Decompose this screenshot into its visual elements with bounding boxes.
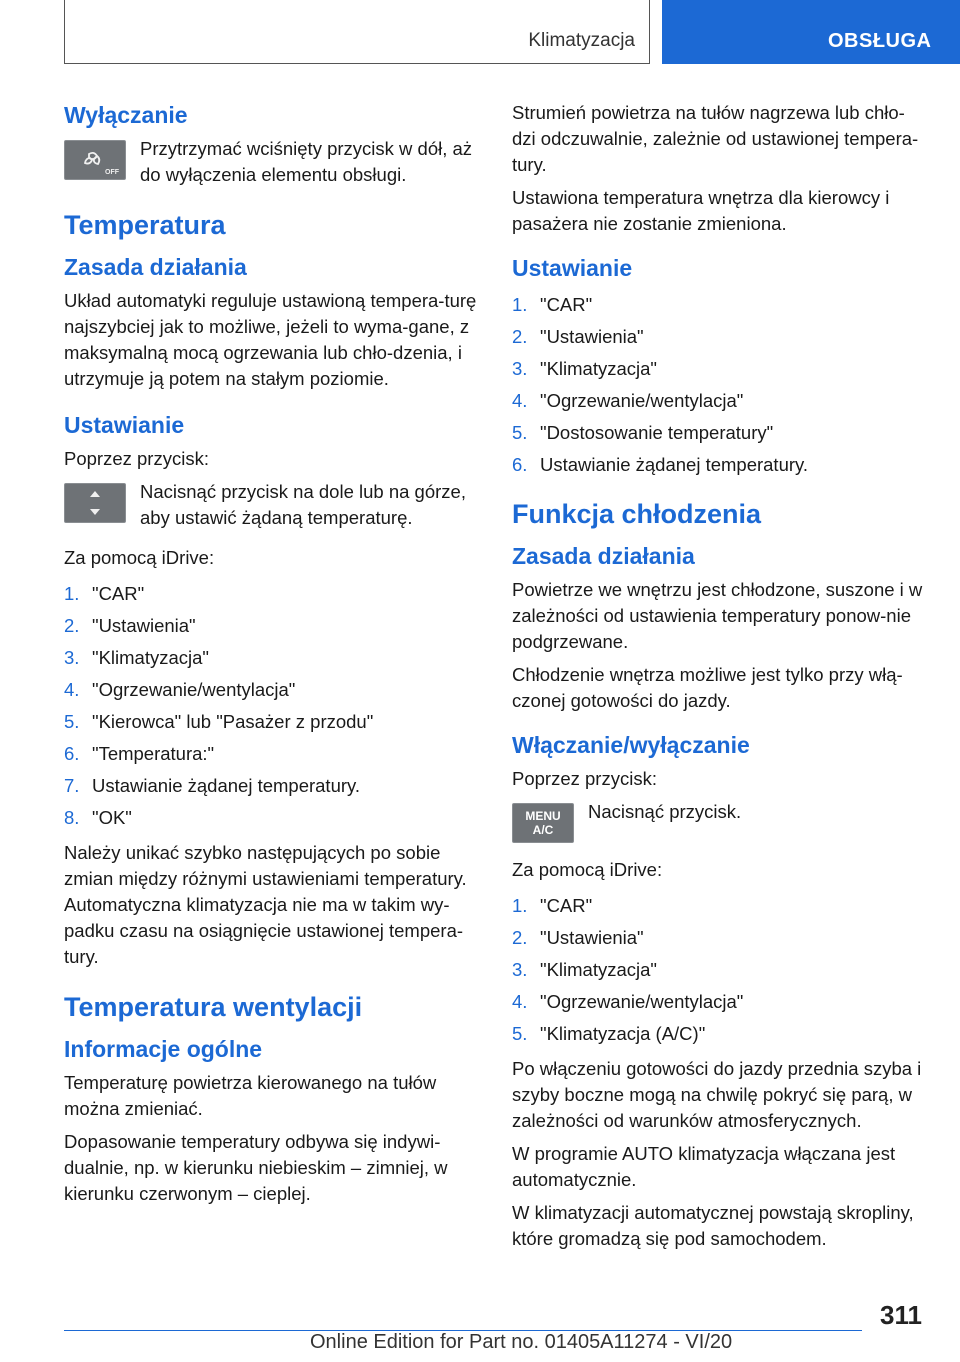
press-text: Nacisnąć przycisk. (588, 801, 742, 822)
list-item: 3. "Klimatyzacja" (512, 959, 657, 980)
right-principle-text-2: Chłodzenie wnętrza możliwe jest tylko przy włą-czonej gotowości do jazdy. (512, 664, 903, 711)
principle-heading: Zasada działania (64, 254, 247, 280)
list-item: 7. Ustawianie żądanej temperatury. (64, 775, 361, 796)
list-item: 3. "Klimatyzacja" (512, 358, 657, 379)
principle-text: Układ automatyki reguluje ustawioną tempera-turę najszybciej jak to możliwe, jeżeli to wyma-gane, z maksymalną mocą ogrzewania lub chło-dzenia, i utrzymuje ją potem na stałym poziomie. (64, 290, 477, 389)
by-idrive-text: Za pomocą iDrive: (64, 547, 215, 568)
auto-text: W programie AUTO klimatyzacja włączana jest automatycznie. (512, 1143, 896, 1190)
off-label: OFF (105, 169, 119, 176)
section-tab: OBSŁUGA (662, 0, 960, 64)
idrive-steps-list (64, 578, 480, 834)
arrow-instruction (64, 479, 480, 531)
list-item: 1. "CAR" (512, 294, 593, 315)
temperature-arrows-icon (64, 483, 126, 523)
off-heading: Wyłączanie (64, 102, 188, 128)
setting-heading: Ustawianie (64, 412, 185, 438)
menu-ac-instruction (512, 799, 928, 843)
by-button-text: Poprzez przycisk: (64, 448, 209, 469)
right-setting-heading: Ustawianie (512, 255, 633, 281)
list-item: 6. "Temperatura:" (64, 743, 215, 764)
page-number: 311 (880, 1300, 922, 1330)
list-item: 2. "Ustawienia" (64, 615, 196, 636)
right-column (512, 100, 928, 1259)
condensate-text: W klimatyzacji automatycznej powstają skropliny, które gromadzą się pod samochodem. (512, 1202, 914, 1249)
unchanged-text: Ustawiona temperatura wnętrza dla kierowcy i pasażera nie zostanie zmieniona. (512, 187, 890, 234)
arrow-text: Nacisnąć przycisk na dole lub na górze, aby ustawić żądaną temperaturę. (140, 481, 466, 528)
off-text: Przytrzymać wciśnięty przycisk w dół, aż do wyłączenia elementu obsługi. (140, 138, 473, 185)
list-item: 5. "Dostosowanie temperatury" (512, 422, 774, 443)
list-item: 1. "CAR" (512, 895, 593, 916)
right-principle-text-1: Powietrze we wnętrzu jest chłodzone, suszone i w zależności od ustawienia temperatury ponow-nie podgrzewane. (512, 579, 923, 652)
general-text-2: Dopasowanie temperatury odbywa się indywi-dualnie, np. w kierunku niebieskim – zimniej, w kierunku czerwonym – cieplej. (64, 1131, 448, 1204)
menu-ac-label: MENU A/C (525, 809, 561, 837)
header-box (64, 0, 650, 64)
right-by-idrive-text: Za pomocą iDrive: (512, 859, 663, 880)
fog-text: Po włączeniu gotowości do jazdy przednia szyba i szyby boczne mogą na chwilę pokryć się parą, w zależności od warunków atmosferycznych. (512, 1058, 922, 1131)
footer-edition: Online Edition for Part no. 01405A11274 - VI/20 (310, 1331, 733, 1353)
list-item: 6. Ustawianie żądanej temperatury. (512, 454, 809, 475)
fan-off-button-icon (64, 140, 126, 180)
list-item: 2. "Ustawienia" (512, 927, 644, 948)
left-column (64, 100, 480, 1214)
general-heading: Informacje ogólne (64, 1036, 263, 1062)
vent-steps-list (512, 289, 928, 481)
menu-ac-button-icon (512, 803, 574, 843)
ac-steps-list (512, 890, 928, 1050)
list-item: 4. "Ogrzewanie/wentylacja" (512, 390, 744, 411)
stream-text: Strumień powietrza na tułów nagrzewa lub chło-dzi odczuwalnie, zależnie od ustawionej tempera-tury. (512, 102, 919, 175)
list-item: 5. "Klimatyzacja (A/C)" (512, 1023, 706, 1044)
list-item: 8. "OK" (64, 807, 132, 828)
right-by-button-text: Poprzez przycisk: (512, 768, 657, 789)
chapter-title: Klimatyzacja (528, 30, 635, 51)
list-item: 4. "Ogrzewanie/wentylacja" (512, 991, 744, 1012)
general-text-1: Temperaturę powietrza kierowanego na tułów można zmieniać. (64, 1072, 437, 1119)
list-item: 1. "CAR" (64, 583, 145, 604)
temperature-heading: Temperatura (64, 210, 226, 240)
cooling-heading: Funkcja chłodzenia (512, 499, 762, 529)
right-principle-heading: Zasada działania (512, 543, 695, 569)
list-item: 4. "Ogrzewanie/wentylacja" (64, 679, 296, 700)
list-item: 5. "Kierowca" lub "Pasażer z przodu" (64, 711, 374, 732)
off-instruction (64, 136, 480, 188)
list-item: 3. "Klimatyzacja" (64, 647, 209, 668)
avoid-text: Należy unikać szybko następujących po sobie zmian między różnymi ustawieniami temperatury. Automatyczna klimatyzacja nie ma w takim wy-padku czasu na osiągnięcie ustawionej tempera-tury. (64, 842, 467, 967)
vent-temperature-heading: Temperatura wentylacji (64, 992, 363, 1022)
list-item: 2. "Ustawienia" (512, 326, 644, 347)
onoff-heading: Włączanie/wyłączanie (512, 732, 750, 758)
